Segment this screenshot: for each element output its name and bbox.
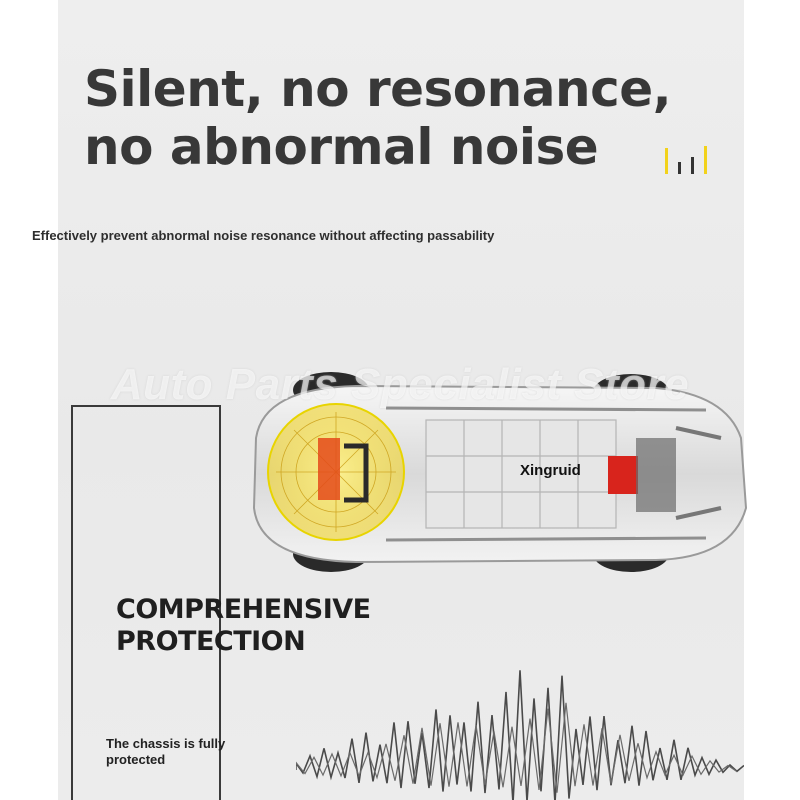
protection-title-line-1: COMPREHENSIVE <box>116 594 371 625</box>
chassis-caption-line-1: The chassis is fully <box>106 736 226 751</box>
headline <box>84 60 671 176</box>
subtitle: Effectively prevent abnormal noise resonance without affecting passability <box>32 228 495 243</box>
frame-line-left <box>71 405 73 800</box>
headline-line-1: Silent, no resonance, <box>84 60 672 118</box>
sound-wave-graphic <box>296 640 744 800</box>
protection-title-line-2: PROTECTION <box>116 626 306 657</box>
chassis-caption-line-2: protected <box>106 752 166 767</box>
sound-bars-icon <box>662 142 712 174</box>
chassis-caption <box>106 736 306 768</box>
brand-label: Xingruid <box>520 462 581 479</box>
store-watermark: Auto Parts Specialist Store <box>110 360 690 409</box>
headline-line-2: no abnormal noise <box>84 118 599 176</box>
